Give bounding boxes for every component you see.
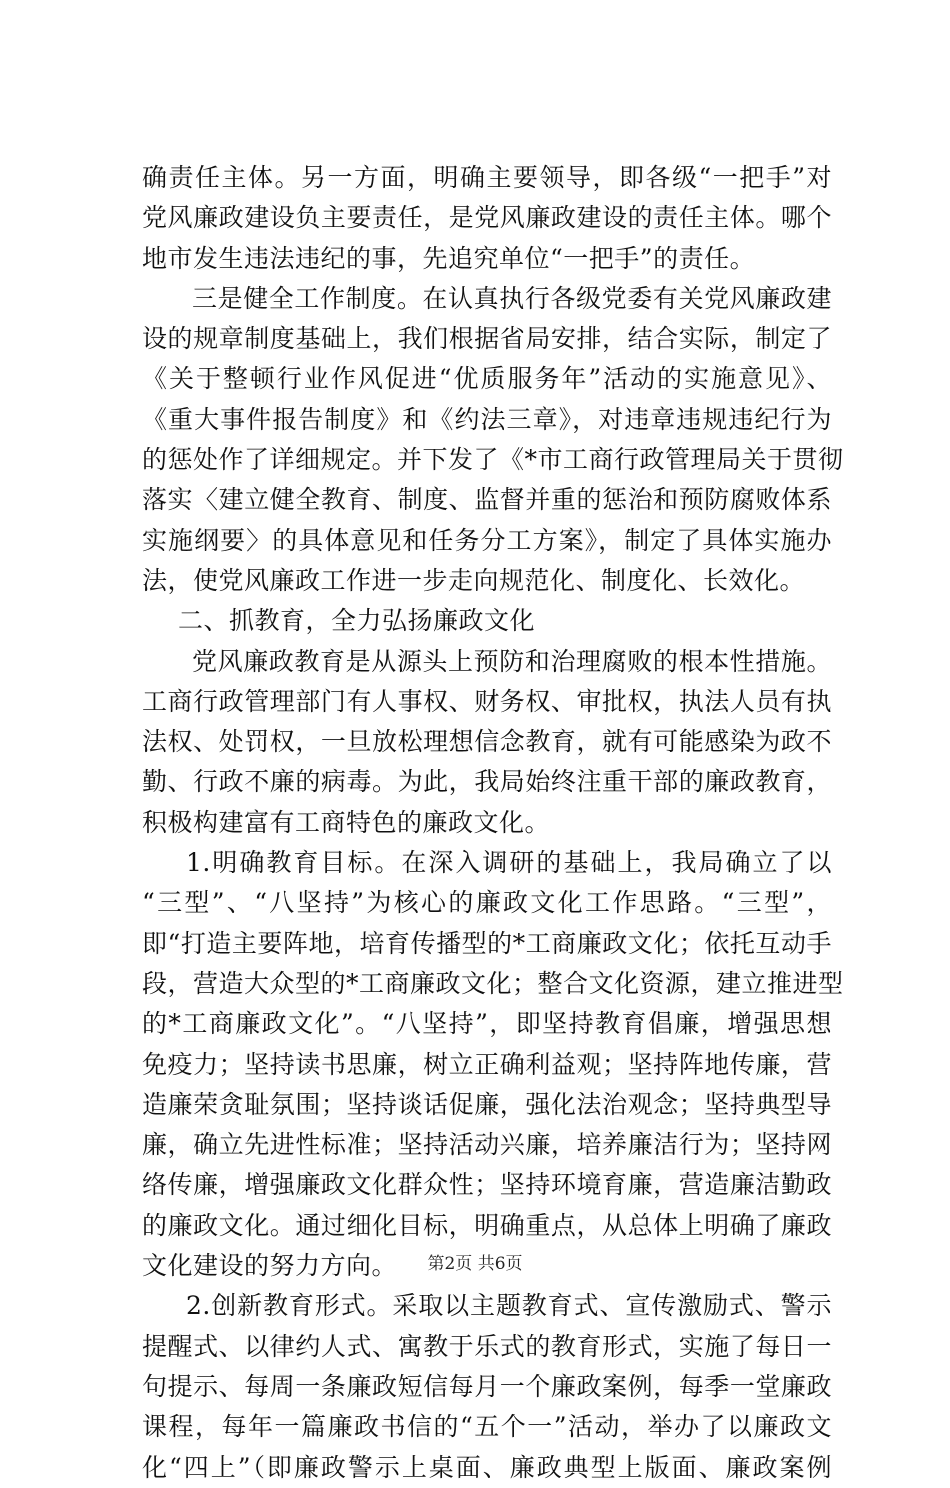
paragraph-start-line: 1.明确教育目标。在深入调研的基础上，我局确立了以 xyxy=(186,848,832,878)
text-line: 勤、行政不廉的病毒。为此，我局始终注重干部的廉政教育， xyxy=(142,767,832,797)
text-line: 廉，确立先进性标准；坚持活动兴廉，培养廉洁行为；坚持网 xyxy=(142,1130,832,1160)
text-line: 落实〈建立健全教育、制度、监督并重的惩治和预防腐败体系 xyxy=(142,485,832,515)
text-line: 实施纲要〉的具体意见和任务分工方案》，制定了具体实施办 xyxy=(142,525,832,555)
text-line: 段，营造大众型的*工商廉政文化；整合文化资源，建立推进型 xyxy=(142,968,844,998)
text-line: 课程，每年一篇廉政书信的“五个一”活动，举办了以廉政文 xyxy=(142,1412,832,1442)
text-line: 党风廉政建设负主要责任，是党风廉政建设的责任主体。哪个 xyxy=(142,203,832,233)
text-line: 《关于整顿行业作风促进“优质服务年”活动的实施意见》、 xyxy=(142,364,832,394)
text-line: 积极构建富有工商特色的廉政文化。 xyxy=(142,807,551,837)
text-line: 提醒式、以律约人式、寓教于乐式的教育形式，实施了每日一 xyxy=(142,1331,832,1361)
paragraph-start-line: 2.创新教育形式。采取以主题教育式、宣传激励式、警示 xyxy=(186,1291,832,1321)
text-line: 免疫力；坚持读书思廉，树立正确利益观；坚持阵地传廉，营 xyxy=(142,1049,832,1079)
text-line: 句提示、每周一条廉政短信每月一个廉政案例，每季一堂廉政 xyxy=(142,1371,832,1401)
text-line: 的惩处作了详细规定。并下发了《*市工商行政管理局关于贯彻 xyxy=(142,445,844,475)
text-line: 的廉政文化。通过细化目标，明确重点，从总体上明确了廉政 xyxy=(142,1210,832,1240)
text-line: 地市发生违法违纪的事，先追究单位“一把手”的责任。 xyxy=(142,243,756,273)
text-line: 法权、处罚权，一旦放松理想信念教育，就有可能感染为政不 xyxy=(142,727,832,757)
text-line: 法，使党风廉政工作进一步走向规范化、制度化、长效化。 xyxy=(142,565,806,595)
paragraph-start-line: 党风廉政教育是从源头上预防和治理腐败的根本性措施。 xyxy=(192,646,832,676)
text-line: 工商行政管理部门有人事权、财务权、审批权，执法人员有执 xyxy=(142,686,832,716)
text-line: 即“打造主要阵地，培育传播型的*工商廉政文化；依托互动手 xyxy=(142,928,832,958)
text-line: 络传廉，增强廉政文化群众性；坚持环境育廉，营造廉洁勤政 xyxy=(142,1170,832,1200)
text-line: 设的规章制度基础上，我们根据省局安排，结合实际，制定了 xyxy=(142,324,832,354)
paragraph-start-line: 三是健全工作制度。在认真执行各级党委有关党风廉政建 xyxy=(192,283,832,313)
text-line: 造廉荣贪耻氛围；坚持谈话促廉，强化法治观念；坚持典型导 xyxy=(142,1089,832,1119)
text-line: 文化建设的努力方向。 xyxy=(142,1251,398,1281)
text-line: 确责任主体。另一方面，明确主要领导，即各级“一把手”对 xyxy=(142,163,832,192)
section-heading: 二、抓教育，全力弘扬廉政文化 xyxy=(178,606,536,636)
page-number-footer: 第2页 共6页 xyxy=(427,1254,523,1274)
text-line: 化“四上”（即廉政警示上桌面、廉政典型上版面、廉政案例 xyxy=(142,1452,832,1482)
text-line: 的*工商廉政文化”。“八坚持”，即坚持教育倡廉，增强思想 xyxy=(142,1009,832,1039)
text-line: “三型”、“八坚持”为核心的廉政文化工作思路。“三型”， xyxy=(142,888,832,918)
text-line: 《重大事件报告制度》和《约法三章》，对违章违规违纪行为 xyxy=(142,404,832,434)
body-text xyxy=(142,158,844,1488)
